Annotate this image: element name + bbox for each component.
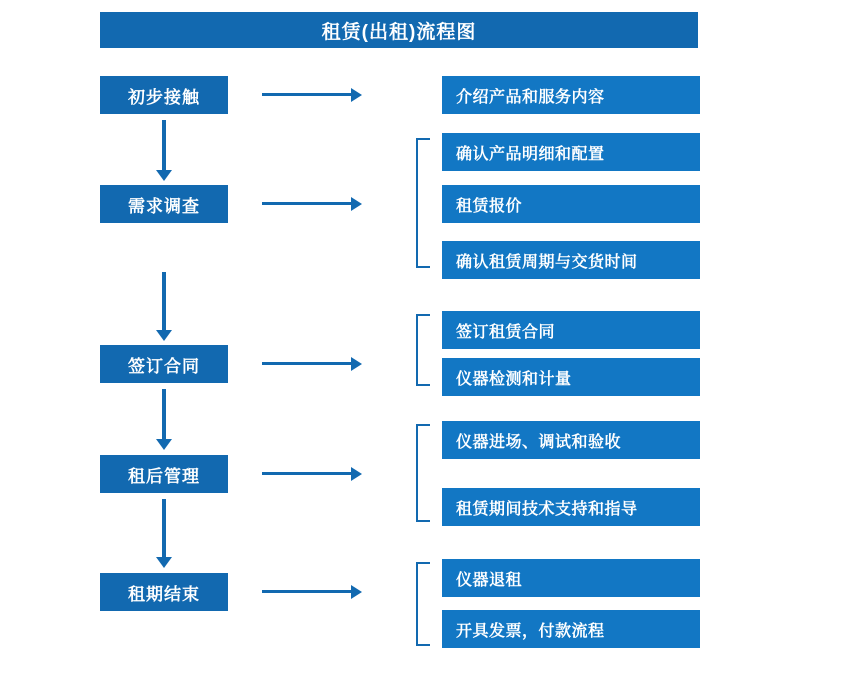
- horizontal-arrow-1: [262, 93, 352, 96]
- detail-box-7[interactable]: 仪器进场、调试和验收: [442, 421, 700, 459]
- detail-box-2[interactable]: 确认产品明细和配置: [442, 133, 700, 171]
- vertical-arrow-3-4: [162, 389, 166, 441]
- chart-title: 租赁(出租)流程图: [100, 12, 698, 48]
- group-bracket-4: [416, 424, 430, 522]
- horizontal-arrow-4: [262, 472, 352, 475]
- stage-box-5[interactable]: 租期结束: [100, 573, 228, 611]
- detail-box-4[interactable]: 确认租赁周期与交货时间: [442, 241, 700, 279]
- horizontal-arrow-2: [262, 202, 352, 205]
- detail-box-10[interactable]: 开具发票，付款流程: [442, 610, 700, 648]
- detail-box-5[interactable]: 签订租赁合同: [442, 311, 700, 349]
- detail-box-3[interactable]: 租赁报价: [442, 185, 700, 223]
- vertical-arrow-4-5: [162, 499, 166, 559]
- stage-box-2[interactable]: 需求调查: [100, 185, 228, 223]
- horizontal-arrow-5: [262, 590, 352, 593]
- stage-box-4[interactable]: 租后管理: [100, 455, 228, 493]
- group-bracket-2: [416, 138, 430, 268]
- detail-box-1[interactable]: 介绍产品和服务内容: [442, 76, 700, 114]
- vertical-arrow-1-2: [162, 120, 166, 172]
- group-bracket-5: [416, 562, 430, 646]
- detail-box-9[interactable]: 仪器退租: [442, 559, 700, 597]
- detail-box-8[interactable]: 租赁期间技术支持和指导: [442, 488, 700, 526]
- stage-box-1[interactable]: 初步接触: [100, 76, 228, 114]
- vertical-arrow-2-3: [162, 272, 166, 332]
- group-bracket-3: [416, 314, 430, 386]
- stage-box-3[interactable]: 签订合同: [100, 345, 228, 383]
- horizontal-arrow-3: [262, 362, 352, 365]
- detail-box-6[interactable]: 仪器检测和计量: [442, 358, 700, 396]
